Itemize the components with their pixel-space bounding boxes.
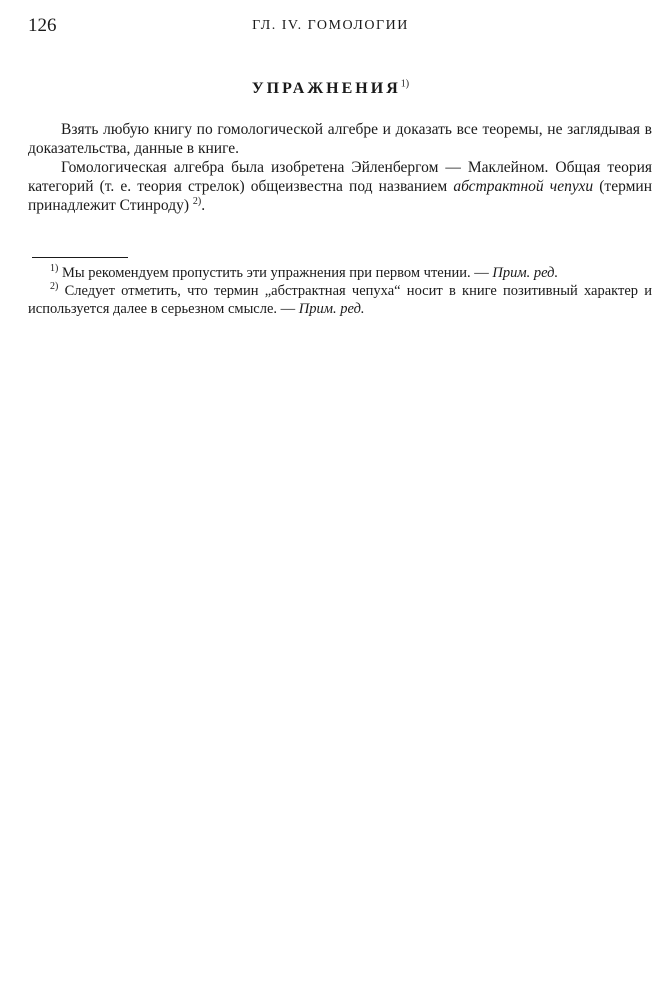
footnote-2	[28, 282, 652, 318]
running-head: ГЛ. IV. ГОМОЛОГИИ	[252, 18, 409, 33]
paragraph-2-note-marker: 2)	[192, 195, 202, 207]
paragraph-1: Взять любую книгу по гомологической алгебре и доказать все теоремы, не заглядывая в доказательства, данные в книге.	[28, 121, 652, 157]
section-title-note-marker: 1)	[400, 78, 410, 90]
paragraph-2-italic-term: абстрактной чепухи	[453, 178, 594, 195]
footnote-1-text: Мы рекомендуем пропустить эти упражнения при первом чтении. —	[58, 265, 493, 281]
section-title-text: УПРАЖНЕНИЯ	[251, 80, 401, 97]
footnote-1-marker: 1)	[50, 263, 59, 275]
paragraph-2-text-a: Гомологическая алгебра была изобретена Эйленбергом — Маклейном. Общая теория категорий (т. е. теория стрелок) общеизвестна под названием	[28, 159, 652, 195]
footnote-2-italic: Прим. ред.	[298, 301, 365, 317]
page-number: 126	[28, 15, 57, 36]
paragraph-2-text-c: .	[201, 197, 206, 214]
footnotes	[28, 264, 652, 318]
footnote-2-text: Следует отметить, что термин „абстрактная чепуха“ носит в книге позитивный характер и используется далее в серьезном смысле. —	[28, 283, 652, 317]
section-title	[0, 78, 661, 100]
paragraph-2	[28, 158, 652, 215]
footnote-1-italic: Прим. ред.	[492, 265, 559, 281]
paragraph-2-text-b: (термин принадлежит Стинроду)	[28, 178, 652, 214]
body-text	[28, 120, 652, 215]
footnote-divider	[32, 257, 128, 258]
footnote-2-marker: 2)	[50, 281, 59, 293]
footnote-1	[28, 264, 652, 282]
